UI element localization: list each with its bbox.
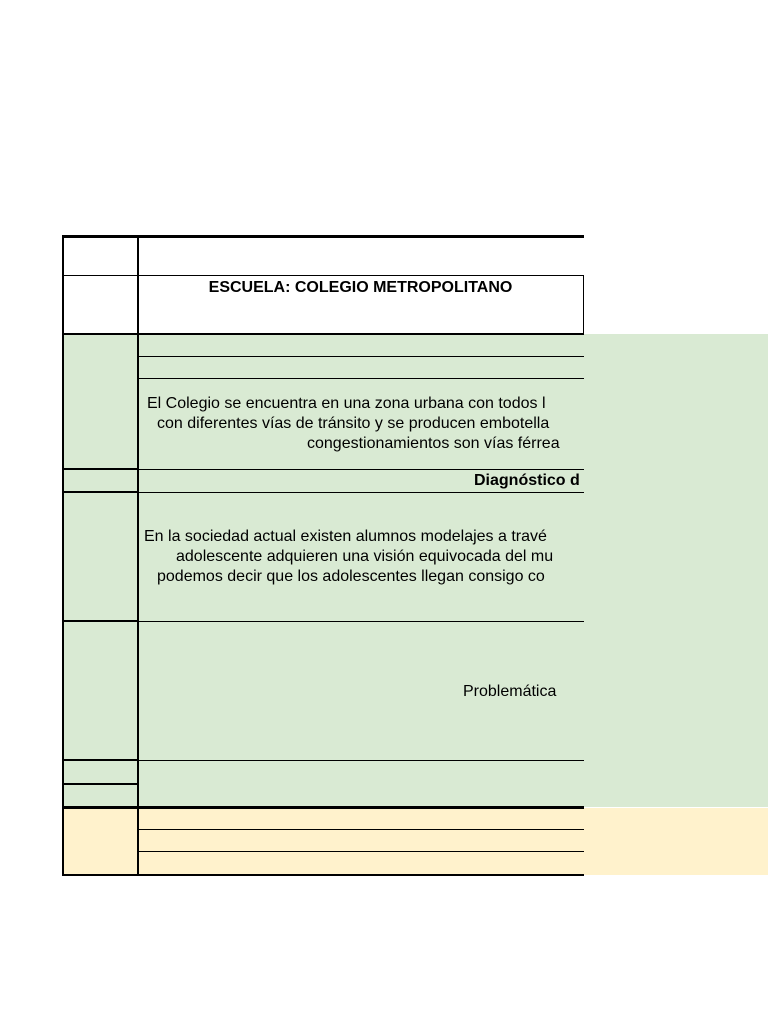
yellow-band-main [138, 808, 768, 875]
grid-line-h334 [62, 333, 584, 335]
grid-line-bottom [62, 874, 584, 876]
problem-label: Problemática [463, 683, 557, 700]
grid-line-h621 [62, 621, 584, 622]
grid-line-h469-left-thick [62, 468, 138, 470]
grid-line-h356 [138, 356, 584, 357]
grid-line-h492-left-thick [62, 491, 138, 493]
grid-line-top [62, 235, 584, 238]
school-title: ESCUELA: COLEGIO METROPOLITANO [208, 279, 513, 296]
society-line-1: En la sociedad actual existen alumnos modelajes a travé [144, 528, 547, 545]
grid-line-h760 [62, 760, 584, 761]
grid-line-h807 [62, 806, 584, 809]
society-line-2: adolescente adquieren una visión equivocada del mu [176, 548, 554, 565]
context-paragraph [138, 394, 584, 458]
grid-line-h784-left [62, 783, 138, 785]
green-band-left-col [63, 334, 138, 807]
grid-line-h378 [138, 378, 584, 379]
grid-line-h275 [62, 275, 584, 276]
context-line-2: con diferentes vías de tránsito y se producen embotella [157, 415, 550, 432]
grid-line-h492 [62, 492, 584, 493]
diagnostic-title: Diagnóstico d [474, 472, 580, 489]
grid-line-h829 [138, 829, 584, 830]
grid-line-h621-left-thick [62, 620, 138, 622]
grid-line-h851 [138, 851, 584, 852]
society-paragraph [138, 527, 584, 591]
yellow-band-left-col [63, 808, 138, 875]
context-line-1: El Colegio se encuentra en una zona urbana con todos l [147, 395, 546, 412]
context-line-3: congestionamientos son vías férrea [307, 435, 560, 452]
grid-line-left-outer [62, 235, 64, 876]
grid-line-header-right [583, 275, 584, 335]
society-line-3: podemos decir que los adolescentes llegan consigo co [157, 568, 545, 585]
diagnostic-cell [138, 470, 584, 492]
grid-line-h760-left-thick [62, 759, 138, 761]
